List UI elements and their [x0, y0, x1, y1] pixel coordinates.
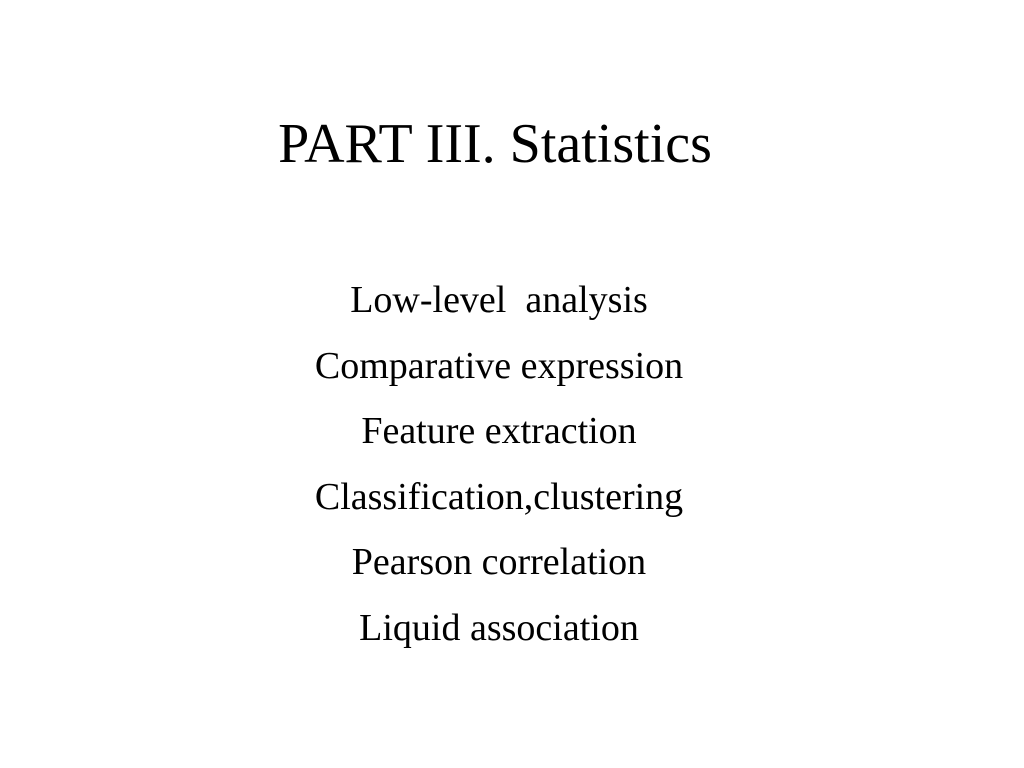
topic-list [0, 268, 998, 661]
topic-item-feature-extraction: Feature extraction [361, 410, 637, 452]
slide-title: PART III. Statistics [278, 113, 712, 175]
topic-item-low-level-analysis: Low-level analysis [350, 279, 648, 321]
topic-item-liquid-association: Liquid association [359, 606, 639, 649]
topic-item-pearson-correlation: Pearson correlation [351, 541, 647, 583]
topic-item-classification-clustering: Classification,clustering [314, 475, 684, 518]
topic-item-comparative-expression: Comparative expression [314, 344, 684, 387]
